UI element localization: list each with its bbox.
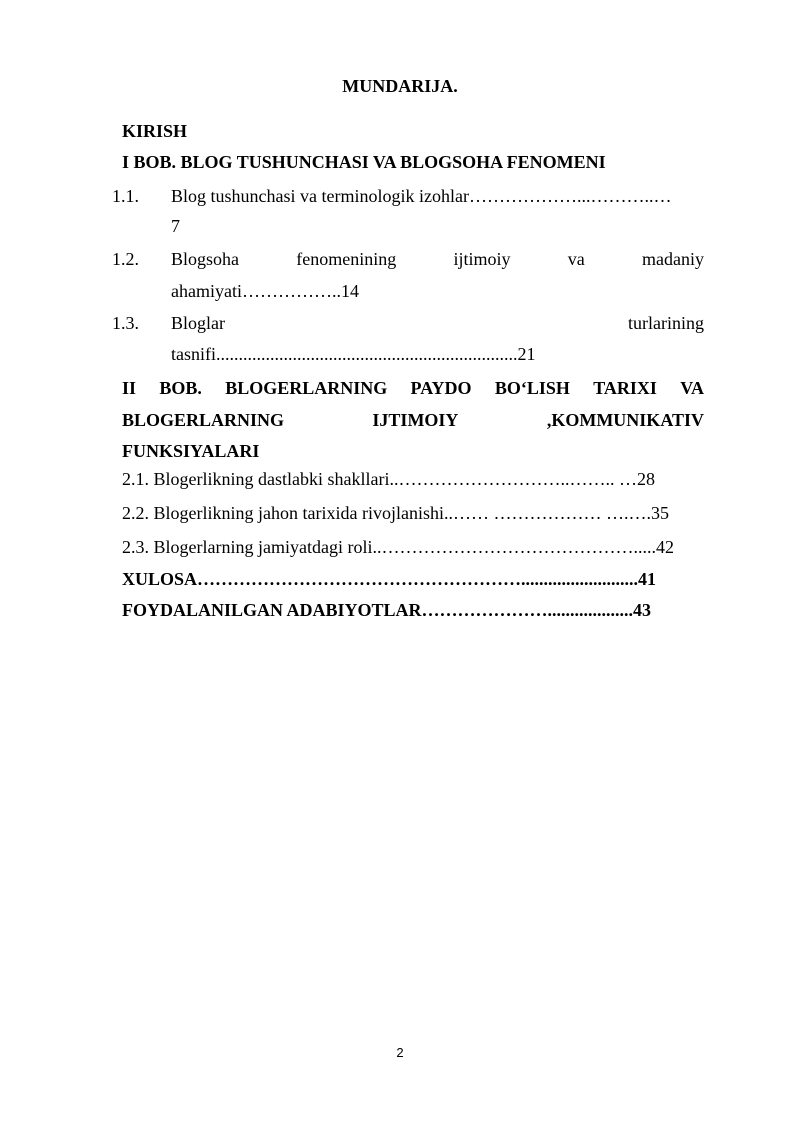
toc-word: II — [122, 378, 137, 398]
toc-word: BOB. — [159, 378, 202, 398]
toc-word: Blogsoha — [171, 249, 240, 269]
toc-word: turlarining — [628, 313, 704, 333]
toc-entry-1-1-number: 1.1. — [112, 186, 139, 206]
toc-word: PAYDO — [410, 378, 472, 398]
page-number: 2 — [396, 1045, 404, 1060]
toc-word: VA — [680, 378, 704, 398]
toc-entry-bob1: I BOB. BLOG TUSHUNCHASI VA BLOGSOHA FENOMENI — [122, 152, 606, 172]
toc-entry-bob2-line1 — [122, 377, 704, 399]
toc-entry-1-1-text: Blog tushunchasi va terminologik izohlar………………...………..… — [171, 186, 672, 206]
toc-word: ,KOMMUNIKATIV — [546, 410, 704, 430]
toc-word: Bloglar — [171, 313, 225, 333]
toc-entry-1-2-text — [171, 248, 704, 270]
toc-word: IJTIMOIY — [372, 410, 459, 430]
toc-entry-xulosa: XULOSA………………………………………………..........................41 — [122, 569, 657, 589]
toc-word: BLOGERLARNING — [122, 410, 285, 430]
toc-entry-1-2-continued: ahamiyati……………..14 — [171, 281, 359, 301]
toc-word: va — [567, 249, 585, 269]
toc-entry-kirish: KIRISH — [122, 121, 188, 141]
toc-entry-bob2-line3: FUNKSIYALARI — [122, 441, 260, 461]
toc-word: fenomenining — [296, 249, 397, 269]
toc-entry-1-3-number: 1.3. — [112, 313, 139, 333]
toc-entry-2-3: 2.3. Blogerlarning jamiyatdagi roli..…………………………………….....42 — [122, 537, 674, 557]
toc-word: ijtimoiy — [453, 249, 511, 269]
toc-word: BLOGERLARNING — [225, 378, 388, 398]
toc-entry-1-3-continued: tasnifi...................................................................21 — [171, 344, 536, 364]
toc-title: MUNDARIJA. — [342, 76, 458, 96]
toc-entry-1-1-page: 7 — [171, 216, 180, 236]
toc-entry-bob2-line2 — [122, 409, 704, 431]
toc-entry-1-3-text — [171, 312, 704, 334]
toc-entry-2-2: 2.2. Blogerlikning jahon tarixida rivojlanishi..…… ……………… ….….35 — [122, 503, 669, 523]
toc-word: madaniy — [642, 249, 704, 269]
toc-word: BO‘LISH — [494, 378, 570, 398]
toc-entry-2-1: 2.1. Blogerlikning dastlabki shakllari..………………………..…….. …28 — [122, 469, 655, 489]
toc-word: TARIXI — [593, 378, 657, 398]
toc-entry-1-2-number: 1.2. — [112, 249, 139, 269]
toc-entry-adabiyotlar: FOYDALANILGAN ADABIYOTLAR…………………...................43 — [122, 600, 652, 620]
